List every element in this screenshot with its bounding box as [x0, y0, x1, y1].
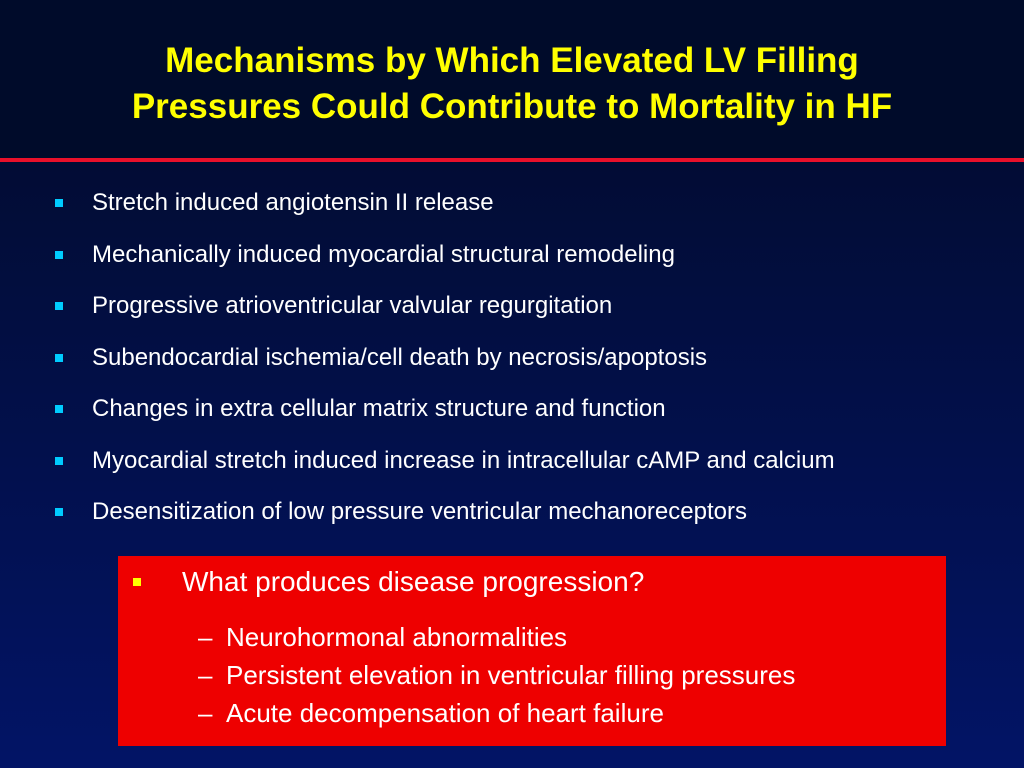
list-item-text: Stretch induced angiotensin II release: [92, 189, 494, 216]
square-bullet-icon: [55, 251, 63, 259]
square-bullet-icon: [55, 405, 63, 413]
list-item-text: Subendocardial ischemia/cell death by necrosis/apoptosis: [92, 343, 708, 371]
square-bullet-icon: [55, 199, 63, 207]
list-item: [0, 180, 1024, 232]
disease-progression-callout: [118, 556, 946, 746]
list-item: [0, 232, 1024, 284]
list-item: [0, 386, 1024, 438]
callout-heading: What produces disease progression?: [182, 566, 645, 597]
list-item-text: Desensitization of low pressure ventricular mechanoreceptors: [92, 498, 747, 525]
slide-title-line-2: Pressures Could Contribute to Mortality in HF: [131, 87, 893, 126]
square-bullet-icon: [55, 302, 63, 310]
square-bullet-icon: [55, 508, 63, 516]
square-bullet-icon: [55, 354, 63, 362]
list-item: [0, 335, 1024, 387]
square-bullet-icon: [55, 457, 63, 465]
title-divider: [0, 158, 1024, 162]
sub-list-item-text: Neurohormonal abnormalities: [226, 622, 568, 652]
dash-bullet: –: [198, 698, 213, 728]
mechanisms-list: [0, 180, 1024, 541]
slide-title: [0, 38, 1024, 130]
square-bullet-icon: [133, 578, 141, 586]
dash-bullet: –: [198, 660, 213, 690]
list-item-text: Myocardial stretch induced increase in intracellular cAMP and calcium: [92, 446, 835, 474]
list-item-text: Progressive atrioventricular valvular regurgitation: [92, 292, 613, 319]
sub-list-item-text: Persistent elevation in ventricular filling pressures: [226, 660, 796, 690]
sub-list-item-text: Acute decompensation of heart failure: [226, 698, 664, 728]
slide-title-line-1: Mechanisms by Which Elevated LV Filling: [165, 41, 859, 80]
list-item: [0, 489, 1024, 541]
list-item: [0, 438, 1024, 490]
list-item-text: Mechanically induced myocardial structural remodeling: [92, 240, 675, 268]
dash-bullet: –: [198, 622, 213, 652]
list-item-text: Changes in extra cellular matrix structure and function: [92, 395, 666, 422]
list-item: [0, 283, 1024, 335]
